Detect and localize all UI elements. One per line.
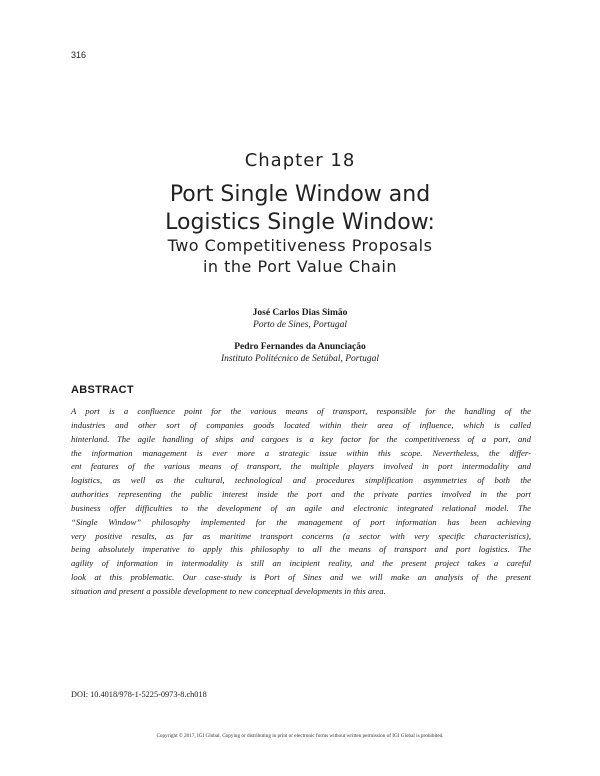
copyright-notice: Copyright © 2017, IGI Global. Copying or distributing in print or electronic forms without written permission of IGI Global is prohibited. <box>156 733 444 739</box>
chapter-subtitle <box>0 235 600 277</box>
author-block <box>0 307 600 331</box>
abstract-line: ent features of the various means of transport, the multiple players involved in port intermodality and <box>71 461 531 472</box>
abstract-line: “Single Window” philosophy implemented for the management of port information has been achieving <box>71 516 531 527</box>
abstract-line: A port is a confluence point for the various means of transport, responsible for the handling of the <box>71 406 531 416</box>
abstract-line: authorities representing the public interest inside the port and the private parties involved in the port <box>71 489 531 500</box>
abstract-heading: ABSTRACT <box>71 384 134 396</box>
abstract-line: the information management is ever more a strategic issue within this scope. Nevertheless, the differ- <box>71 447 531 458</box>
abstract-line: very positive results, as far as maritime transport concerns (a sector with very specific characteristics), <box>71 530 531 541</box>
abstract-body <box>71 405 531 599</box>
abstract-line: business offer difficulties to the development of an agile and electronic integrated relational model. The <box>71 502 531 513</box>
chapter-title-line: Port Single Window and <box>169 182 431 207</box>
abstract-line: hinterland. The agile handling of ships and cargoes is a key factor for the competitiveness of a port, and <box>71 433 531 444</box>
chapter-label: Chapter 18 <box>244 150 356 171</box>
author-block <box>0 341 600 365</box>
abstract-line: look at this problematic. Our case-study is Port of Sines and we will make an analysis of the present <box>71 572 531 583</box>
abstract-line: being absolutely imperative to apply this philosophy to all the means of transport and port logistics. The <box>71 544 531 555</box>
author-affiliation: Porto de Sines, Portugal <box>253 320 347 330</box>
chapter-subtitle-line: in the Port Value Chain <box>202 257 398 276</box>
chapter-title-line: Logistics Single Window: <box>165 210 435 235</box>
chapter-title <box>0 181 600 237</box>
chapter-subtitle-line: Two Competitiveness Proposals <box>167 236 433 255</box>
doi: DOI: 10.4018/978-1-5225-0973-8.ch018 <box>71 690 207 699</box>
author-name: José Carlos Dias Simão <box>252 308 348 318</box>
abstract-line: agility of information in intermodality is still an incipient reality, and the present project takes a careful <box>71 558 531 569</box>
page-number: 316 <box>71 50 87 60</box>
abstract-line: industries and other sort of companies goods located within their area of influence, which is called <box>71 419 531 430</box>
abstract-line: situation and present a possible development to new conceptual developments in this area. <box>71 585 386 596</box>
author-name: Pedro Fernandes da Anunciação <box>234 342 366 352</box>
author-affiliation: Instituto Politécnico de Setúbal, Portugal <box>220 354 380 364</box>
abstract-line: logistics, as well as the cultural, technological and procedures simplification asymmetries of both the <box>71 475 531 486</box>
